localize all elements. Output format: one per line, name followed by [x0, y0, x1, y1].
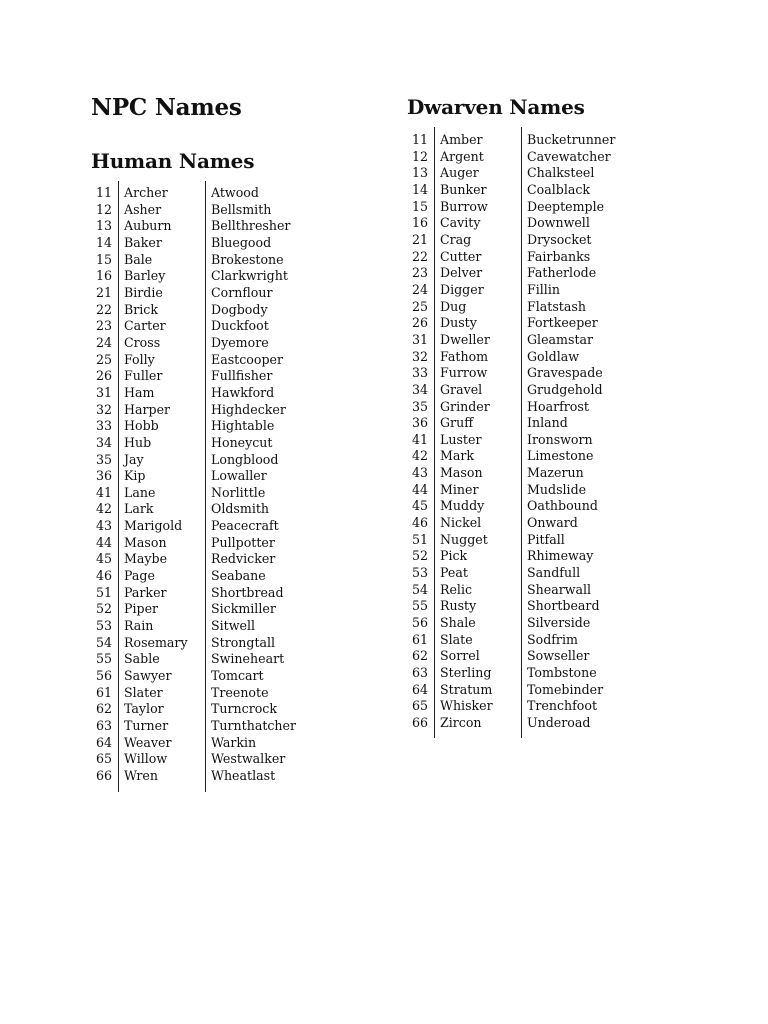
roll-number: 52 — [95, 601, 112, 617]
roll-number: 11 — [95, 185, 112, 200]
surname: Shearwall — [527, 581, 592, 597]
first-name: Dusty — [440, 315, 477, 331]
roll-number: 41 — [95, 484, 112, 500]
first-name: Carter — [124, 318, 166, 334]
surname: Clarkwright — [211, 268, 288, 284]
surname: Warkin — [211, 734, 257, 750]
surname: Shortbread — [211, 584, 284, 600]
roll-number: 35 — [411, 398, 428, 414]
first-name: Hobb — [124, 418, 159, 434]
first-name: Crag — [440, 231, 472, 247]
first-name: Rosemary — [124, 634, 188, 650]
first-name: Barley — [124, 268, 166, 284]
first-name: Dweller — [440, 331, 490, 347]
roll-number: 46 — [95, 568, 112, 584]
roll-number: 44 — [95, 534, 112, 550]
roll-number: 43 — [95, 518, 112, 534]
roll-number: 31 — [411, 331, 428, 347]
surname: Underoad — [527, 714, 591, 730]
roll-number: 13 — [411, 165, 428, 181]
roll-number: 61 — [411, 631, 428, 647]
roll-number: 66 — [95, 767, 112, 783]
roll-number: 34 — [411, 381, 428, 397]
first-name: Zircon — [440, 714, 482, 730]
surname: Lowaller — [211, 468, 267, 484]
surname: Drysocket — [527, 231, 592, 247]
first-name: Auger — [440, 165, 479, 181]
roll-number: 44 — [411, 481, 428, 497]
roll-number: 24 — [95, 334, 112, 350]
surname: Trenchfoot — [527, 698, 598, 714]
first-name: Cutter — [440, 248, 482, 264]
surname: Mazerun — [527, 465, 584, 481]
roll-number: 22 — [95, 301, 112, 317]
roll-number: 12 — [95, 201, 112, 217]
first-name: Kip — [124, 468, 146, 484]
roll-number: 54 — [411, 581, 428, 597]
first-name: Marigold — [124, 518, 183, 534]
roll-number: 26 — [411, 315, 428, 331]
surname: Pitfall — [527, 531, 565, 547]
first-name: Argent — [440, 148, 484, 164]
first-name: Auburn — [124, 218, 172, 234]
surname: Honeycut — [211, 434, 273, 450]
surname: Fortkeeper — [527, 315, 598, 331]
surname: Longblood — [211, 451, 279, 467]
surname: Bellthresher — [211, 218, 291, 234]
first-name: Harper — [124, 401, 171, 417]
first-name: Parker — [124, 584, 167, 600]
roll-number: 63 — [411, 665, 428, 680]
roll-number: 53 — [95, 618, 112, 634]
surname: Oldsmith — [211, 501, 270, 517]
first-name: Grinder — [440, 398, 490, 414]
roll-number: 11 — [411, 132, 428, 147]
first-name: Dug — [440, 298, 467, 314]
first-name: Asher — [124, 201, 162, 217]
first-name: Jay — [124, 451, 144, 467]
first-name: Burrow — [440, 198, 488, 214]
surname: Fullfisher — [211, 368, 273, 384]
surname: Dogbody — [211, 301, 268, 317]
roll-number: 64 — [95, 734, 112, 750]
roll-number: 16 — [95, 268, 112, 284]
roll-number: 45 — [411, 498, 428, 514]
roll-number: 16 — [411, 215, 428, 231]
surname: Gleamstar — [527, 331, 594, 347]
roll-number: 26 — [95, 368, 112, 384]
human-number-divider — [118, 181, 119, 792]
roll-number: 41 — [411, 431, 428, 447]
roll-number: 56 — [411, 615, 428, 631]
surname: Dyemore — [211, 334, 269, 350]
roll-number: 24 — [411, 281, 428, 297]
first-name: Birdie — [124, 284, 163, 300]
roll-number: 13 — [95, 218, 112, 234]
roll-number: 12 — [411, 148, 428, 164]
roll-number: 46 — [411, 515, 428, 531]
first-name: Mark — [440, 448, 475, 464]
surname: Cavewatcher — [527, 148, 611, 164]
human-column-divider — [205, 181, 206, 792]
surname: Eastcooper — [211, 351, 283, 367]
surname: Peacecraft — [211, 518, 279, 534]
roll-number: 23 — [411, 265, 428, 281]
roll-number: 62 — [411, 648, 428, 664]
first-name: Bale — [124, 251, 153, 267]
roll-number: 65 — [95, 751, 112, 767]
first-name: Baker — [124, 234, 162, 250]
roll-number: 35 — [95, 451, 112, 467]
surname: Wheatlast — [211, 767, 276, 783]
roll-number: 31 — [95, 384, 112, 400]
dwarven-column-divider — [521, 127, 522, 738]
roll-number: 33 — [411, 365, 428, 381]
surname: Hoarfrost — [527, 398, 589, 414]
first-name: Brick — [124, 301, 158, 317]
first-name: Lark — [124, 501, 154, 517]
roll-number: 22 — [411, 248, 428, 264]
first-name: Ham — [124, 384, 155, 400]
roll-number: 15 — [411, 198, 428, 214]
surname: Swineheart — [211, 651, 285, 667]
surname: Mudslide — [527, 481, 587, 497]
surname: Brokestone — [211, 251, 284, 267]
first-name: Relic — [440, 581, 473, 597]
surname: Seabane — [211, 568, 266, 584]
first-name: Whisker — [440, 698, 493, 714]
first-name: Cavity — [440, 215, 481, 231]
roll-number: 32 — [411, 348, 428, 364]
first-name: Sable — [124, 651, 160, 667]
roll-number: 14 — [95, 234, 112, 250]
first-name: Luster — [440, 431, 482, 447]
surname: Pullpotter — [211, 534, 275, 550]
first-name: Gravel — [440, 381, 483, 397]
surname: Treenote — [211, 684, 269, 700]
first-name: Slate — [440, 631, 473, 647]
surname: Sickmiller — [211, 601, 276, 617]
first-name: Nugget — [440, 531, 488, 547]
dwarven-names-heading: Dwarven Names — [407, 95, 585, 119]
surname: Fillin — [527, 281, 560, 297]
surname: Ironsworn — [527, 431, 593, 447]
roll-number: 55 — [411, 598, 428, 614]
surname: Limestone — [527, 448, 594, 464]
surname: Rhimeway — [527, 548, 594, 564]
surname: Deeptemple — [527, 198, 605, 214]
first-name: Fuller — [124, 368, 163, 384]
roll-number: 42 — [95, 501, 112, 517]
first-name: Sterling — [440, 665, 492, 680]
roll-number: 33 — [95, 418, 112, 434]
roll-number: 64 — [411, 681, 428, 697]
surname: Coalblack — [527, 181, 591, 197]
roll-number: 23 — [95, 318, 112, 334]
surname: Fatherlode — [527, 265, 597, 281]
roll-number: 62 — [95, 701, 112, 717]
surname: Bellsmith — [211, 201, 272, 217]
first-name: Weaver — [124, 734, 172, 750]
first-name: Miner — [440, 481, 479, 497]
first-name: Cross — [124, 334, 161, 350]
roll-number: 65 — [411, 698, 428, 714]
surname: Redvicker — [211, 551, 276, 567]
first-name: Lane — [124, 484, 156, 500]
roll-number: 63 — [95, 718, 112, 733]
first-name: Rusty — [440, 598, 477, 614]
first-name: Delver — [440, 265, 483, 281]
surname: Tomebinder — [527, 681, 604, 697]
surname: Cornflour — [211, 284, 273, 300]
surname: Sandfull — [527, 565, 581, 581]
first-name: Shale — [440, 615, 476, 631]
first-name: Digger — [440, 281, 484, 297]
surname: Duckfoot — [211, 318, 269, 334]
surname: Sowseller — [527, 648, 590, 664]
first-name: Taylor — [124, 701, 164, 717]
first-name: Fathom — [440, 348, 489, 364]
surname: Hightable — [211, 418, 275, 434]
surname: Grudgehold — [527, 381, 603, 397]
first-name: Folly — [124, 351, 155, 367]
roll-number: 51 — [411, 531, 428, 547]
roll-number: 36 — [95, 468, 112, 484]
first-name: Sorrel — [440, 648, 480, 664]
roll-number: 55 — [95, 651, 112, 667]
roll-number: 54 — [95, 634, 112, 650]
surname: Chalksteel — [527, 165, 595, 181]
first-name: Peat — [440, 565, 468, 581]
roll-number: 42 — [411, 448, 428, 464]
first-name: Willow — [124, 751, 168, 767]
first-name: Mason — [124, 534, 167, 550]
roll-number: 25 — [95, 351, 112, 367]
first-name: Nickel — [440, 515, 482, 531]
surname: Gravespade — [527, 365, 603, 381]
first-name: Hub — [124, 434, 152, 450]
first-name: Page — [124, 568, 155, 584]
first-name: Mason — [440, 465, 483, 481]
roll-number: 15 — [95, 251, 112, 267]
surname: Turnthatcher — [211, 718, 297, 733]
first-name: Gruff — [440, 415, 474, 431]
dwarven-number-divider — [434, 127, 435, 738]
surname: Bluegood — [211, 234, 272, 250]
page-title: NPC Names — [91, 94, 242, 121]
roll-number: 25 — [411, 298, 428, 314]
surname: Sitwell — [211, 618, 256, 634]
roll-number: 53 — [411, 565, 428, 581]
surname: Tombstone — [527, 665, 597, 680]
first-name: Wren — [124, 767, 158, 783]
surname: Tomcart — [211, 668, 264, 684]
surname: Goldlaw — [527, 348, 580, 364]
surname: Oathbound — [527, 498, 598, 514]
roll-number: 66 — [411, 714, 428, 730]
first-name: Slater — [124, 684, 163, 700]
first-name: Maybe — [124, 551, 168, 567]
surname: Highdecker — [211, 401, 286, 417]
surname: Onward — [527, 515, 578, 531]
first-name: Muddy — [440, 498, 485, 514]
surname: Turncrock — [211, 701, 277, 717]
surname: Hawkford — [211, 384, 275, 400]
roll-number: 14 — [411, 181, 428, 197]
roll-number: 61 — [95, 684, 112, 700]
first-name: Furrow — [440, 365, 488, 381]
first-name: Pick — [440, 548, 468, 564]
roll-number: 21 — [411, 231, 428, 247]
roll-number: 43 — [411, 465, 428, 481]
roll-number: 56 — [95, 668, 112, 684]
first-name: Turner — [124, 718, 169, 733]
surname: Downwell — [527, 215, 590, 231]
first-name: Archer — [124, 185, 168, 200]
first-name: Sawyer — [124, 668, 172, 684]
surname: Sodfrim — [527, 631, 578, 647]
first-name: Stratum — [440, 681, 493, 697]
surname: Norlittle — [211, 484, 266, 500]
surname: Inland — [527, 415, 568, 431]
surname: Silverside — [527, 615, 591, 631]
surname: Bucketrunner — [527, 132, 616, 147]
first-name: Bunker — [440, 181, 487, 197]
roll-number: 32 — [95, 401, 112, 417]
surname: Atwood — [211, 185, 259, 200]
surname: Westwalker — [211, 751, 286, 767]
human-names-heading: Human Names — [91, 149, 255, 173]
first-name: Rain — [124, 618, 154, 634]
roll-number: 52 — [411, 548, 428, 564]
surname: Flatstash — [527, 298, 586, 314]
surname: Fairbanks — [527, 248, 591, 264]
first-name: Piper — [124, 601, 159, 617]
surname: Strongtall — [211, 634, 276, 650]
roll-number: 45 — [95, 551, 112, 567]
roll-number: 21 — [95, 284, 112, 300]
roll-number: 51 — [95, 584, 112, 600]
first-name: Amber — [440, 132, 483, 147]
roll-number: 34 — [95, 434, 112, 450]
surname: Shortbeard — [527, 598, 600, 614]
roll-number: 36 — [411, 415, 428, 431]
